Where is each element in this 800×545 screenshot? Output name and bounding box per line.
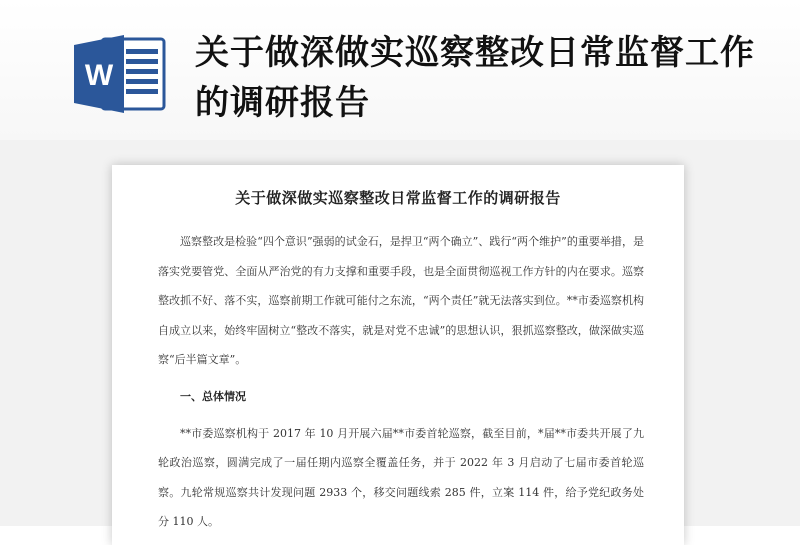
paragraph-overview: **市委巡察机构于 2017 年 10 月开展六届**市委首轮巡察，截至目前，*届**市委共开展了九轮政治巡察，圆满完成了一届任期内巡察全覆盖任务，并于 2022 年 3 月启动了七届市委首轮巡察。九轮常规巡察共计发现问题 2933 个，移交问题线索 285 件，立案 114 件，给予党纪政务处分 110 人。: [158, 426, 644, 528]
document-page: [112, 165, 684, 545]
document-body: [158, 227, 644, 537]
document-title: 关于做深做实巡察整改日常监督工作的调研报告: [235, 189, 561, 207]
word-icon: [74, 35, 170, 113]
header-banner: [0, 0, 800, 140]
page-title: 关于做深做实巡察整改日常监督工作的调研报告: [195, 33, 755, 123]
paragraph-intro: 巡察整改是检验“四个意识”强弱的试金石，是捍卫“两个确立”、践行“两个维护”的重要举措，是落实党要管党、全面从严治党的有力支撑和重要手段，也是全面贯彻巡视工作方针的内在要求。巡察整改抓不好、落不实，巡察前期工作就可能付之东流，“两个责任”就无法落实到位。**市委巡察机构自成立以来，始终牢固树立“整改不落实，就是对党不忠诚”的思想认识，狠抓巡察整改，做深做实巡察“后半篇文章”。: [158, 235, 644, 366]
section-heading: 一、总体情况: [180, 389, 246, 403]
svg-text:W: W: [84, 59, 114, 92]
